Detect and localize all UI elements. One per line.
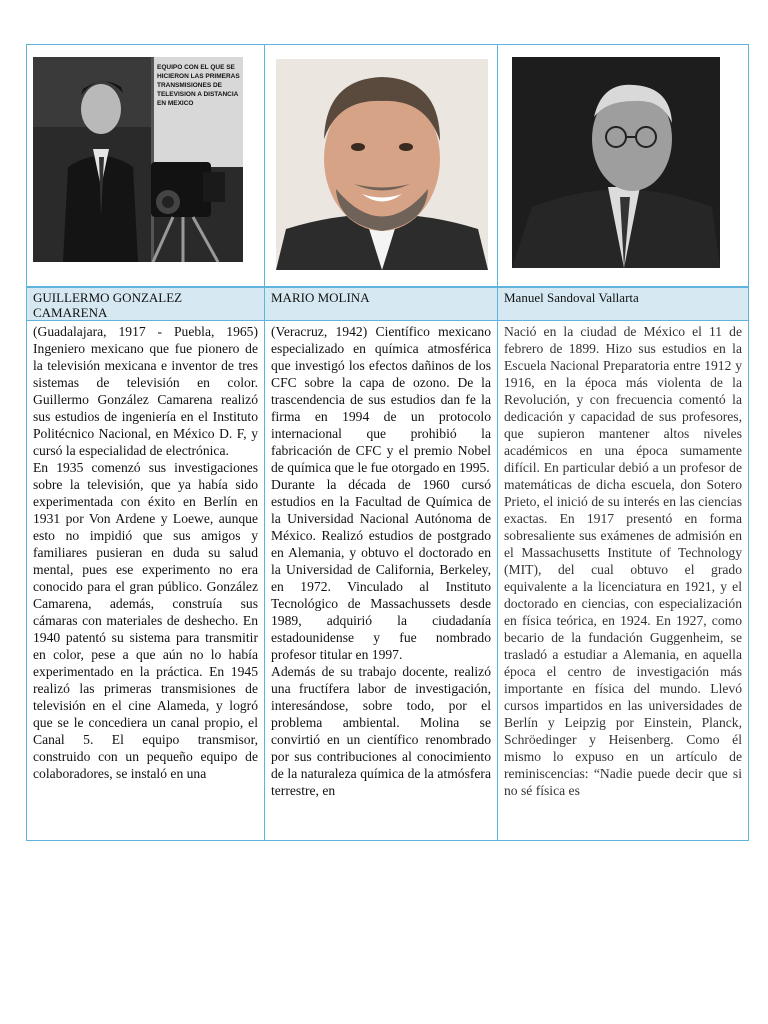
photo-cell-sandoval-vallarta <box>498 45 749 288</box>
bio-sandoval-vallarta <box>498 321 749 841</box>
photo-sandoval-vallarta <box>512 57 720 268</box>
bio-paragraph: Nació en la ciudad de México el 11 de febrero de 1899. Hizo sus estudios en la Escuela Nacional Preparatoria entre 1912 y 1916, en la época más violenta de la Revolución, y con frecuencia comentó la dedicación y capacidad de sus profesores, que supieron mantener altos niveles académicos en una época sumamente difícil. En particular debió a un profesor de matemáticas de dicha escuela, don Sotero Prieto, el inició de su interés en las ciencias exactas. En 1917 presentó en forma sobresaliente sus exámenes de admisión en el Massachusetts Institute of Technology (MIT), del cual obtuvo el grado equivalente a la licenciatura en 1921, y el doctorado en ciencias, con especialización en física teórica, en 1924. En 1927, como becario de la fundación Guggenheim, se trasladó a estudiar a Alemania, en aquella época el centro de investigación más importante en física del mundo. Llevó cursos impartidos en las universidades de Berlín y Leipzig por Einstein, Planck, Schröedinger y Heisenberg. Como él mismo lo expuso en un artículo de reminiscencias: “Nadie puede decir que si no sé física es <box>504 324 742 798</box>
bio-paragraph: Además de su trabajo docente, realizó una fructífera labor de investigación, interesándose, sobre todo, por el problema ambiental. Molina se convirtió en un científico renombrado por sus contribuciones al conocimiento de la naturaleza química de la atmósfera terrestre, en <box>271 664 491 798</box>
photo-gonzalez-camarena <box>33 57 243 262</box>
photo-row <box>27 45 749 288</box>
photo-caption: EQUIPO CON EL QUE SE HICIERON LAS PRIMERAS TRANSMISIONES DE TELEVISION A DISTANCIA EN MEXICO <box>157 64 240 107</box>
bio-paragraph: (Guadalajara, 1917 - Puebla, 1965) Ingeniero mexicano que fue pionero de la televisión mexicana e inventor de tres sistemas de televisión en color. Guillermo González Camarena realizó sus estudios de ingeniería en el Instituto Politécnico Nacional, en México D. F, y cursó la especialidad de electrónica. <box>33 324 258 458</box>
photo-cell-gonzalez-camarena <box>27 45 265 288</box>
bio-paragraph: (Veracruz, 1942) Científico mexicano especializado en química atmosférica que investigó los efectos dañinos de los CFC sobre la capa de ozono. De la trascendencia de sus estudios dan fe la firma en 1994 de un protocolo internacional que prohibió la fabricación de CFC y el premio Nobel de química que le fue otorgado en 1995. <box>271 324 491 475</box>
bio-row <box>27 321 749 841</box>
name-molina: MARIO MOLINA <box>265 287 498 321</box>
bio-molina <box>265 321 498 841</box>
bio-paragraph: En 1935 comenzó sus investigaciones sobre la televisión, que ya había sido experimentada con éxito en Berlín en 1931 por Von Ardene y Loewe, aunque esto no impidió que sus amigos y familiares pusieran en duda su salud mental, pues ese experimento no era conocido para el gran público. González Camarena, además, construía sus cámaras con materiales de deshecho. En 1940 patentó su sistema para transmitir en color, pese a que aún no lo había experimentado en la práctica. En 1945 realizó las primeras transmisiones de televisión en el cine Alameda, y logró que se le concediera un canal propio, el Canal 5. El equipo transmisor, construido con un pequeño equipo de colaboradores, se instaló en una <box>33 460 258 781</box>
photo-cell-molina <box>265 45 498 288</box>
bio-paragraph: Durante la década de 1960 cursó estudios en la Facultad de Química de la Universidad Nacional Autónoma de México. Realizó estudios de postgrado en Alemania, y obtuvo el doctorado en la Universidad de California, Berkeley, en 1972. Vinculado al Instituto Tecnológico de Massachussets desde 1989, adquirió la ciudadanía estadounidense y fue nombrado profesor titular en 1997. <box>271 477 491 662</box>
biographies-table <box>26 44 749 841</box>
name-sandoval-vallarta: Manuel Sandoval Vallarta <box>498 287 749 321</box>
name-row <box>27 287 749 321</box>
photo-molina <box>276 59 488 270</box>
bio-gonzalez-camarena <box>27 321 265 841</box>
name-gonzalez-camarena: GUILLERMO GONZALEZ CAMARENA <box>27 287 265 321</box>
